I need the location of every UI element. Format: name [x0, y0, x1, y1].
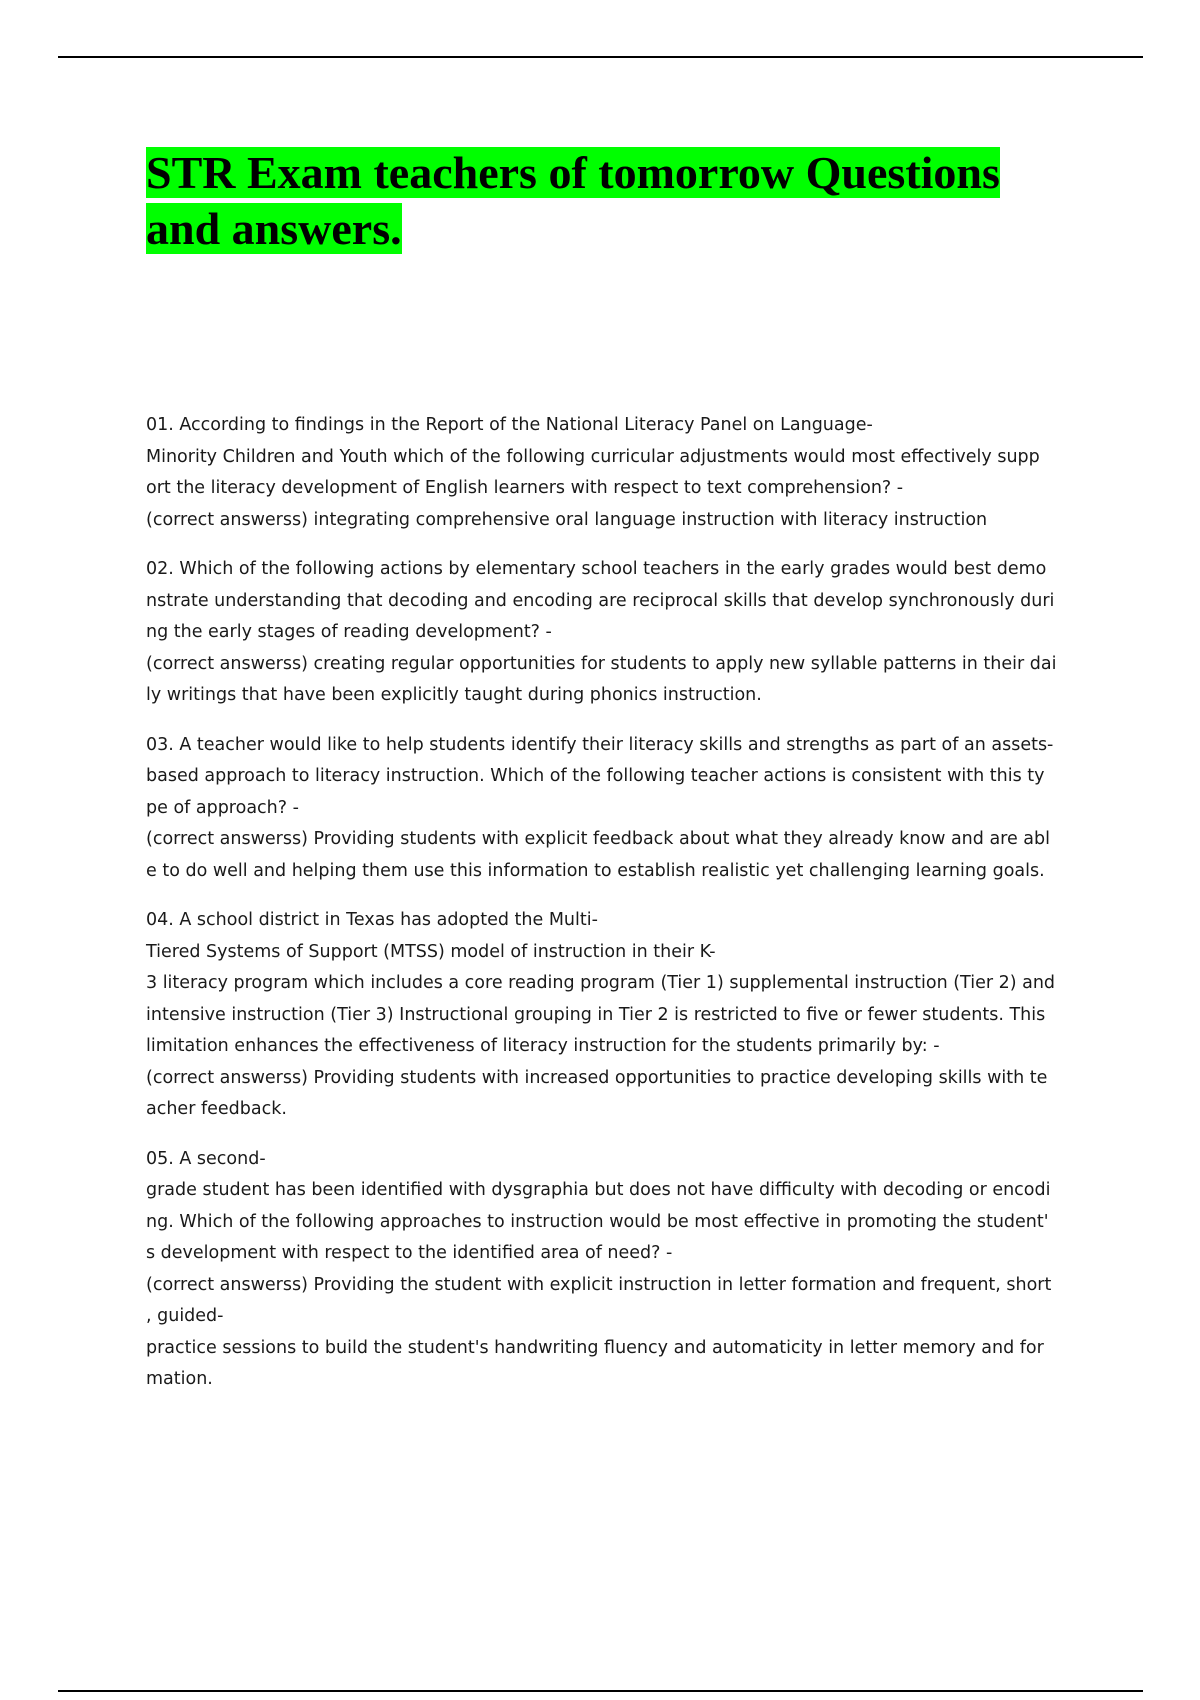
question-text-line: ort the literacy development of English learners with respect to text comprehension? - [146, 478, 904, 498]
document-title [146, 145, 1066, 257]
question-text-line: (correct answerss) Providing students with explicit feedback about what they already know and are abl [146, 829, 1051, 849]
question-text-line: 05. A second- [146, 1148, 266, 1169]
question-text-line: (correct answerss) integrating comprehensive oral language instruction with literacy instruction [146, 509, 988, 530]
question-text-line: Minority Children and Youth which of the following curricular adjustments would most effectively supp [146, 446, 1040, 467]
top-divider [58, 56, 1143, 58]
question-block [146, 730, 1101, 888]
question-text-line: acher feedback. [146, 1099, 287, 1119]
question-text-line: 04. A school district in Texas has adopted the Multi- [146, 910, 598, 930]
question-text-line: s development with respect to the identified area of need? - [146, 1243, 673, 1263]
question-text-line: (correct answerss) creating regular opportunities for students to apply new syllable patterns in their dai [146, 653, 1057, 674]
question-text-line: (correct answerss) Providing the student with explicit instruction in letter formation and frequent, short [146, 1274, 1052, 1295]
question-text-line: based approach to literacy instruction. Which of the following teacher actions is consistent with this ty [146, 766, 1045, 786]
question-text-line: 3 literacy program which includes a core reading program (Tier 1) supplemental instruction (Tier 2) and [146, 973, 1056, 993]
question-block [146, 410, 1101, 536]
question-text-line: ly writings that have been explicitly taught during phonics instruction. [146, 685, 762, 705]
title-highlight: STR Exam teachers of tomorrow Questions and answers. [146, 147, 1000, 254]
question-text-line: practice sessions to build the student's handwriting fluency and automaticity in letter memory and for [146, 1337, 1044, 1358]
question-text-line: , guided- [146, 1306, 224, 1326]
question-text-line: 02. Which of the following actions by elementary school teachers in the early grades would best demo [146, 559, 1047, 579]
question-text-line: nstrate understanding that decoding and encoding are reciprocal skills that develop synchronously duri [146, 590, 1055, 611]
question-block [146, 905, 1101, 1126]
question-block [146, 1144, 1101, 1396]
question-text-line: e to do well and helping them use this information to establish realistic yet challenging learning goals. [146, 860, 1045, 881]
question-text-line: Tiered Systems of Support (MTSS) model of instruction in their K- [146, 941, 716, 962]
question-text-line: 01. According to findings in the Report of the National Literacy Panel on Language- [146, 415, 873, 435]
question-text-line: (correct answerss) Providing students with increased opportunities to practice developing skills with te [146, 1067, 1048, 1088]
question-text-line: intensive instruction (Tier 3) Instructional grouping in Tier 2 is restricted to five or fewer students. This [146, 1004, 1046, 1025]
question-text-line: ng. Which of the following approaches to instruction would be most effective in promoting the student' [146, 1211, 1049, 1232]
bottom-divider [58, 1690, 1143, 1692]
question-text-line: limitation enhances the effectiveness of literacy instruction for the students primarily by: - [146, 1036, 940, 1056]
question-text-line: ng the early stages of reading development? - [146, 622, 552, 642]
question-text-line: grade student has been identified with dysgraphia but does not have difficulty with decoding or encodi [146, 1180, 1051, 1200]
question-text-line: 03. A teacher would like to help students identify their literacy skills and strengths as part of an assets- [146, 734, 1054, 755]
question-list [146, 410, 1101, 1414]
question-block [146, 554, 1101, 712]
question-text-line: pe of approach? - [146, 797, 299, 818]
question-text-line: mation. [146, 1369, 213, 1389]
